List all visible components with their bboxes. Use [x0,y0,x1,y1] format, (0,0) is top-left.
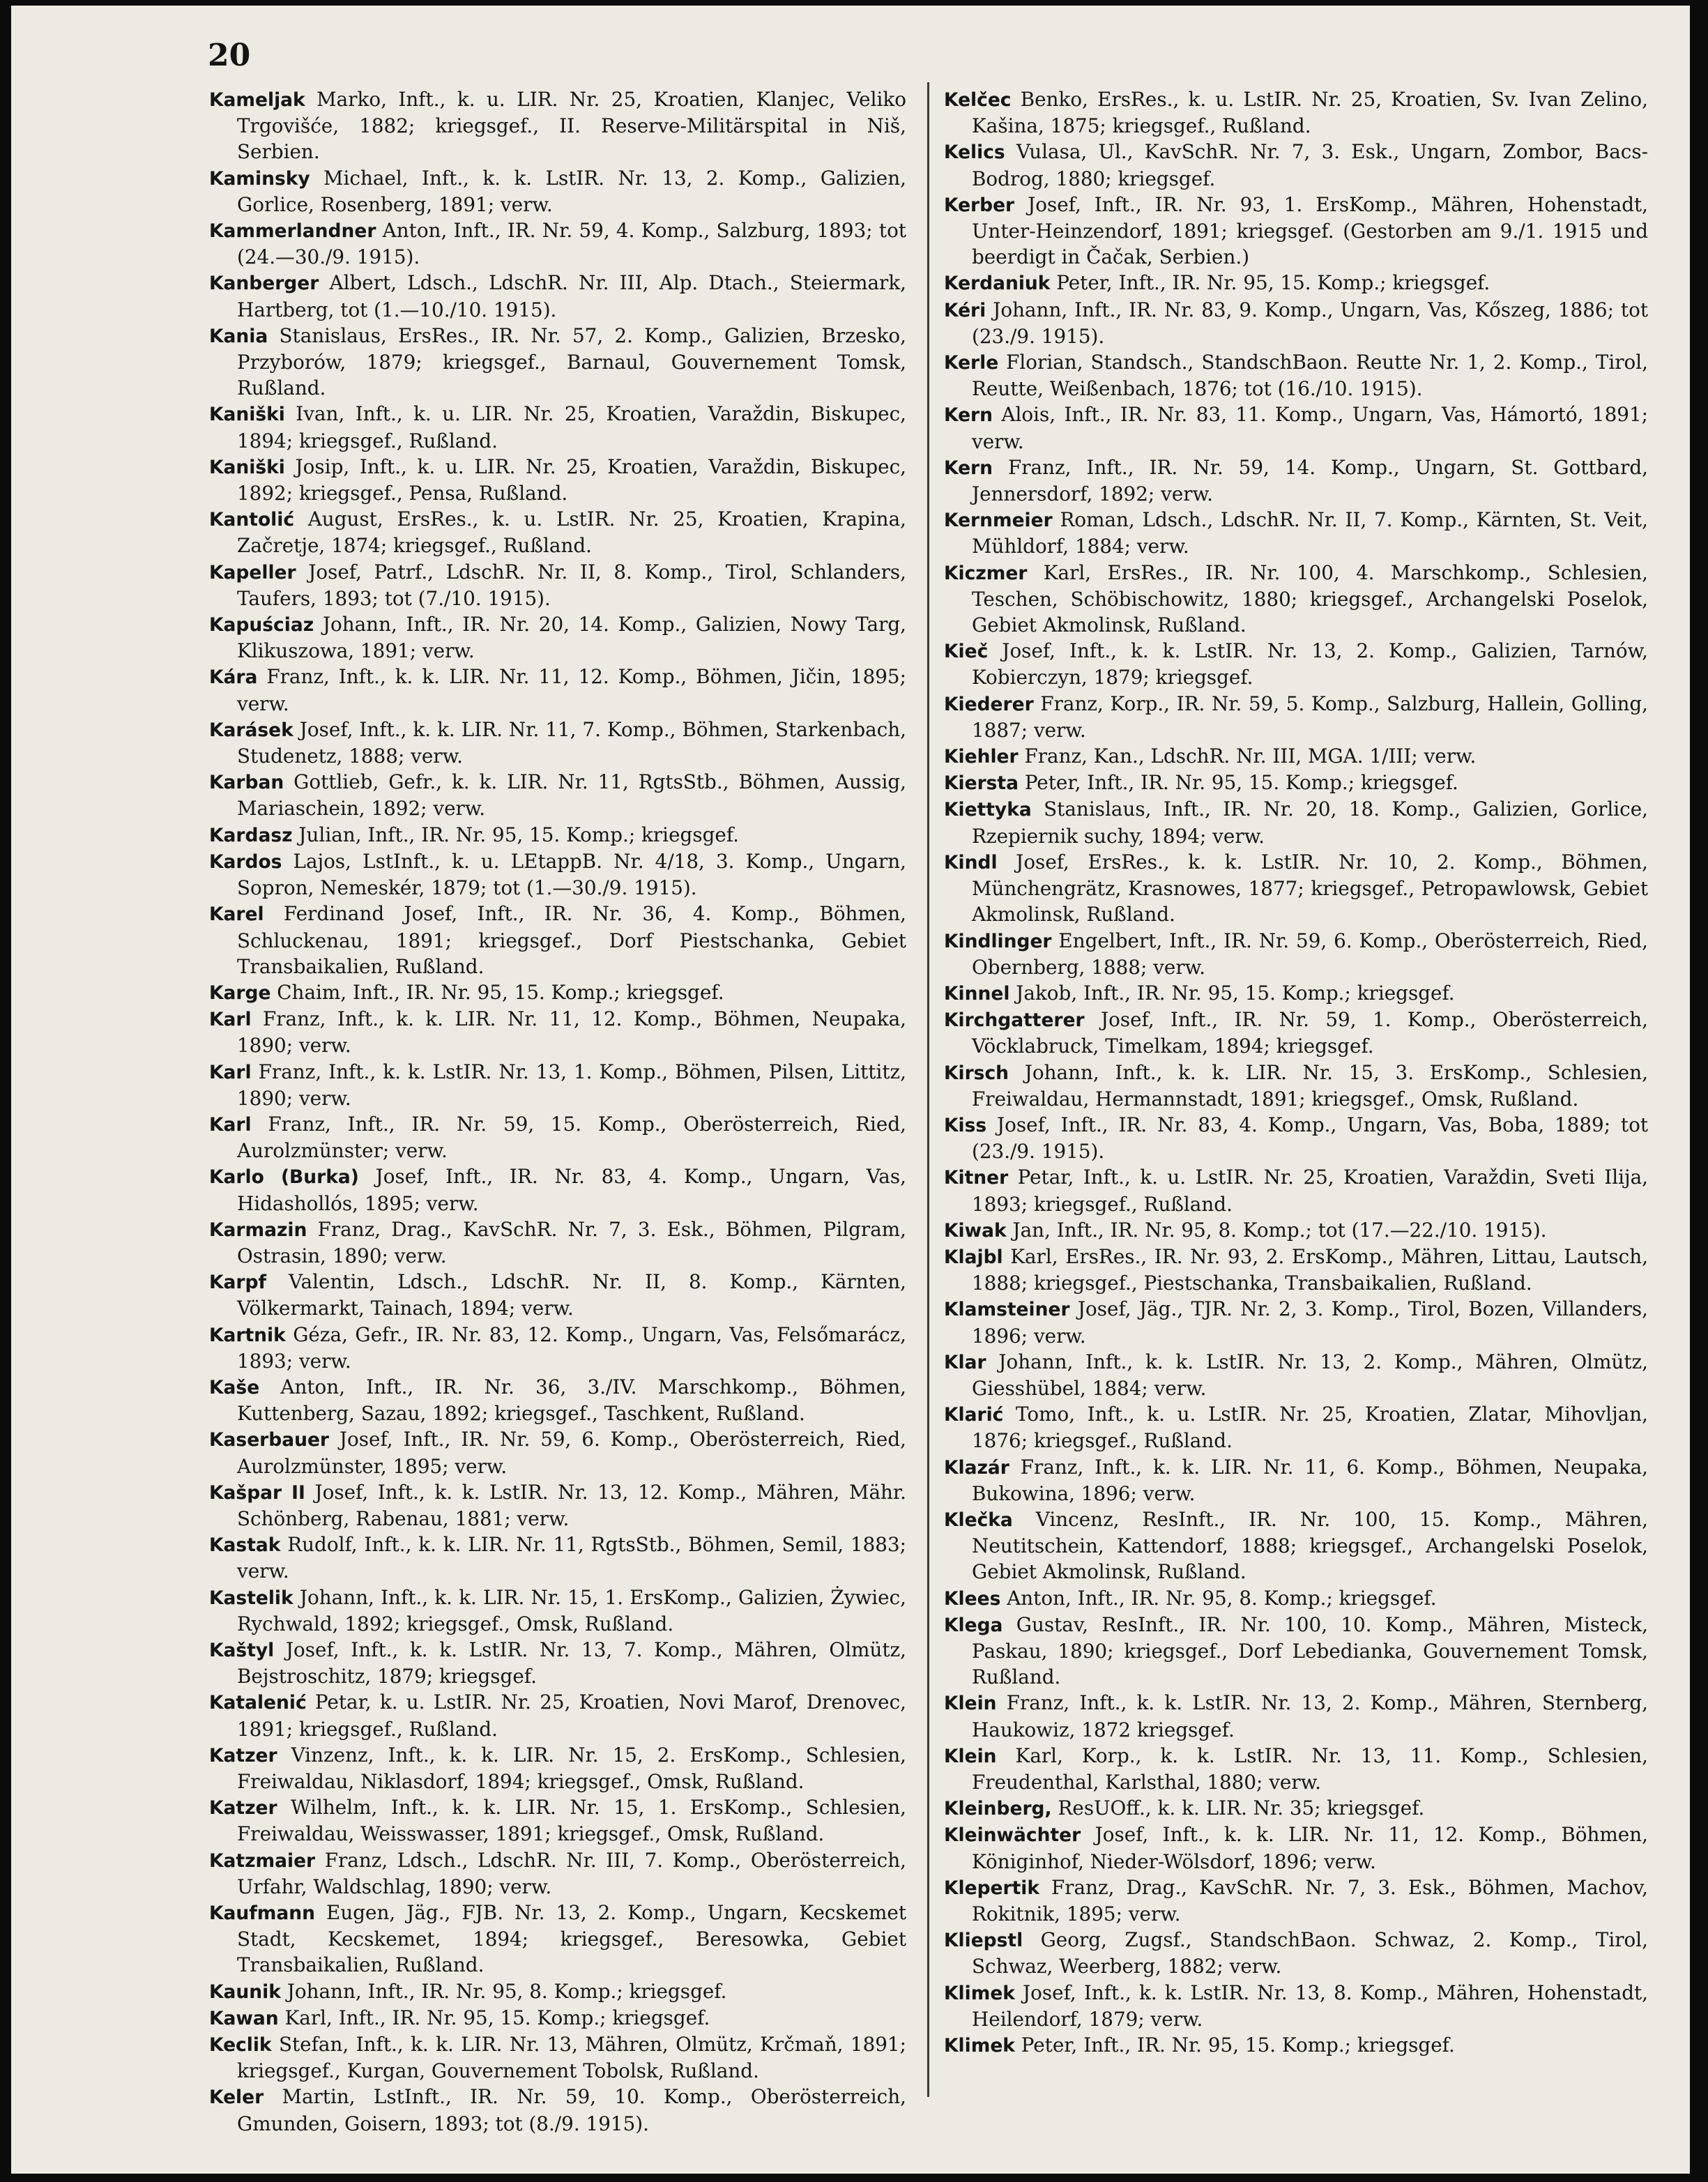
register-entry [209,2005,906,2031]
entry-surname: Klimek [944,2035,1015,2057]
entry-surname: Kiss [944,1114,987,1136]
entry-details: Josef, Inft., IR. Nr. 59, 1. Komp., Oberösterreich, Vöcklabruck, Timelkam, 1894; kriegsgef. [972,1008,1648,1058]
entry-details: Jan, Inft., IR. Nr. 95, 8. Komp.; tot (17.—22./10. 1915). [1012,1218,1547,1242]
entry-surname: Karban [209,772,284,794]
register-entry [209,1059,906,1111]
register-entry [209,611,906,664]
entry-surname: Kitner [944,1167,1009,1189]
entry-details: Stanislaus, Inft., IR. Nr. 20, 18. Komp., Galizien, Gorlice, Rzepiernik suchy, 1894; verw. [972,798,1649,848]
register-entry [944,402,1648,454]
entry-surname: Klimek [944,1982,1015,2004]
entry-details: Franz, Inft., k. k. LIR. Nr. 11, 12. Komp., Böhmen, Neupaka, 1890; verw. [237,1007,906,1058]
right-column [944,86,1648,2059]
entry-surname: Kern [944,457,993,479]
register-entry [944,270,1648,296]
entry-surname: Kiczmer [944,562,1028,584]
register-entry [209,717,906,769]
register-entry [209,1637,906,1689]
register-entry [944,1401,1648,1454]
entry-details: Alois, Inft., IR. Nr. 83, 11. Komp., Ungarn, Vas, Hámortó, 1891; verw. [972,403,1648,453]
register-entry [209,1847,906,1900]
entry-surname: Kawan [209,2007,279,2029]
entry-details: Vulasa, Ul., KavSchR. Nr. 7, 3. Esk., Ungarn, Zombor, Bacs-Bodrog, 1880; kriegsgef. [972,140,1648,190]
register-entry [209,822,906,848]
entry-details: Franz, Drag., KavSchR. Nr. 7, 3. Esk., Böhmen, Machov, Rokitnik, 1895; verw. [972,1875,1648,1926]
register-entry [944,297,1648,349]
entry-surname: Kerle [944,352,999,374]
register-entry [944,928,1648,980]
entry-details: Georg, Zugsf., StandschBaon. Schwaz, 2. Komp., Tirol, Schwaz, Weerberg, 1882; verw. [972,1928,1648,1978]
register-entry [209,2084,906,2136]
entry-details: Peter, Inft., IR. Nr. 95, 15. Komp.; kriegsgef. [1024,771,1458,795]
entry-details: Josip, Inft., k. u. LIR. Nr. 25, Kroatien, Varaždin, Biskupec, 1892; kriegsgef., Pensa, Rußland. [237,455,906,505]
entry-surname: Kirchgatterer [944,1009,1085,1032]
entry-details: Franz, Korp., IR. Nr. 59, 5. Komp., Salzburg, Hallein, Golling, 1887; verw. [972,692,1648,742]
entry-surname: Kašpar II [209,1481,305,1504]
entry-surname: Kastelik [209,1587,293,1609]
register-entry [944,1349,1648,1401]
register-entry [944,743,1648,770]
entry-details: Karl, Inft., IR. Nr. 95, 15. Komp.; kriegsgef. [284,2006,710,2029]
register-entry [209,1689,906,1741]
entry-surname: Klamsteiner [944,1299,1070,1321]
entry-surname: Kiehler [944,746,1019,768]
entry-details: Engelbert, Inft., IR. Nr. 59, 6. Komp., Oberösterreich, Ried, Obernberg, 1888; verw. [972,929,1648,979]
entry-details: Josef, Inft., IR. Nr. 93, 1. ErsKomp., Mähren, Hohenstadt, Unter-Heinzendorf, 1891; kriegsgef. (Gestorben am 9./1. 1915 und beerdigt in Čačak, Serbien.) [972,192,1648,269]
register-entry [944,980,1648,1007]
entry-surname: Karlo (Burka) [209,1166,359,1189]
entry-surname: Kindl [944,851,998,873]
register-entry [209,454,906,506]
entry-details: ResUOff., k. k. LIR. Nr. 35; kriegsgef. [1058,1796,1425,1820]
entry-details: Roman, Ldsch., LdschR. Nr. II, 7. Komp., Kärnten, St. Veit, Mühldorf, 1884; verw. [972,508,1648,558]
entry-details: Vincenz, ResInft., IR. Nr. 100, 15. Komp., Mähren, Neutitschein, Kattendorf, 1888; kriegsgef., Archangelski Poselok, Gebiet Akmolinsk, Rußland. [972,1507,1649,1584]
entry-surname: Kaše [209,1376,260,1398]
entry-surname: Kania [209,325,268,347]
entry-surname: Klein [944,1693,997,1715]
entry-surname: Kára [209,666,258,689]
register-entry [209,2031,906,2084]
entry-surname: Kleinberg, [944,1798,1052,1820]
register-entry [944,770,1648,796]
page-number: 20 [208,38,251,73]
entry-surname: Keler [209,2086,264,2109]
entry-details: Petar, Inft., k. u. LstIR. Nr. 25, Kroatien, Varaždin, Sveti Ilija, 1893; kriegsgef., Rußland. [972,1166,1648,1216]
entry-details: Josef, Inft., IR. Nr. 83, 4. Komp., Ungarn, Vas, Boba, 1889; tot (23./9. 1915). [972,1113,1648,1164]
register-entry [944,691,1648,743]
entry-details: Josef, Jäg., TJR. Nr. 2, 3. Komp., Tirol, Bozen, Villanders, 1896; verw. [972,1297,1648,1348]
entry-surname: Kelics [944,142,1005,164]
entry-surname: Karl [209,1113,252,1136]
register-entry [209,1426,906,1479]
entry-details: Martin, LstInft., IR. Nr. 59, 10. Komp., Oberösterreich, Gmunden, Goisern, 1893; tot (8./9. 1915). [237,2085,906,2135]
register-entry [944,1612,1648,1691]
entry-surname: Klarić [944,1404,1004,1426]
entry-surname: Karge [209,982,271,1004]
entry-surname: Kaštyl [209,1639,275,1661]
entry-surname: Kardasz [209,824,293,846]
entry-details: Stanislaus, ErsRes., IR. Nr. 57, 2. Komp., Galizien, Brzesko, Przyborów, 1879; kriegsgef., Barnaul, Gouvernement Tomsk, Rußland. [237,323,906,400]
entry-details: Franz, Inft., k. k. LIR. Nr. 11, 12. Komp., Böhmen, Jičin, 1895; verw. [237,665,906,715]
entry-surname: Klepertik [944,1877,1039,1899]
register-entry [944,2032,1648,2059]
entry-details: Gustav, ResInft., IR. Nr. 100, 10. Komp., Mähren, Misteck, Paskau, 1890; kriegsgef., Dorf Lebedianka, Gouvernement Tomsk, Rußland. [972,1612,1648,1689]
register-entry [209,1794,906,1847]
register-entry [944,849,1648,928]
register-entry [209,979,906,1006]
document-page [11,6,1690,2174]
entry-details: Josef, Inft., k. k. LstIR. Nr. 13, 8. Komp., Mähren, Hohenstadt, Heilendorf, 1879; verw. [972,1981,1648,2031]
entry-details: Franz, Inft., k. k. LstIR. Nr. 13, 2. Komp., Mähren, Sternberg, Haukowiz, 1872 kriegsgef. [972,1691,1648,1741]
entry-details: Anton, Inft., IR. Nr. 59, 4. Komp., Salzburg, 1893; tot (24.—30./9. 1915). [237,219,906,269]
entry-surname: Karásek [209,719,293,741]
entry-details: Rudolf, Inft., k. k. LIR. Nr. 11, RgtsStb., Böhmen, Semil, 1883; verw. [237,1533,906,1583]
entry-details: Marko, Inft., k. u. LIR. Nr. 25, Kroatien, Klanjec, Veliko Trgovišće, 1882; kriegsgef., II. Reserve-Militärspital in Niš, Serbien. [237,88,906,164]
register-entry [944,86,1648,139]
entry-surname: Kameljak [209,89,305,111]
register-entry [209,1900,906,1978]
entry-surname: Kliepstl [944,1930,1023,1952]
register-entry [944,139,1648,191]
entry-details: August, ErsRes., k. u. LstIR. Nr. 25, Kroatien, Krapina, Začretje, 1874; kriegsgef., Rußland. [237,508,906,558]
entry-details: Peter, Inft., IR. Nr. 95, 15. Komp.; kriegsgef. [1056,271,1490,295]
entry-surname: Kaniški [209,456,285,478]
entry-details: Stefan, Inft., k. k. LIR. Nr. 13, Mähren, Olmütz, Krčmaň, 1891; kriegsgef., Kurgan, Gouvernement Tobolsk, Rußland. [237,2033,906,2083]
register-entry [944,1743,1648,1795]
entry-details: Jakob, Inft., IR. Nr. 95, 15. Komp.; kriegsgef. [1016,981,1455,1005]
register-entry [944,560,1648,639]
entry-surname: Kiwak [944,1219,1007,1242]
entry-details: Karl, ErsRes., IR. Nr. 93, 2. ErsKomp., Mähren, Littau, Lautsch, 1888; kriegsgef., Piestschanka, Transbaikalien, Rußland. [972,1244,1648,1295]
register-entry [944,1506,1648,1585]
register-entry [209,323,906,402]
register-entry [209,218,906,270]
register-entry [209,401,906,453]
entry-details: Johann, Inft., IR. Nr. 83, 9. Komp., Ungarn, Vas, Kőszeg, 1886; tot (23./9. 1915). [972,298,1648,348]
register-entry [209,769,906,821]
entry-details: Josef, Inft., IR. Nr. 83, 4. Komp., Ungarn, Vas, Hidashollós, 1895; verw. [237,1165,906,1215]
register-entry [209,270,906,322]
entry-details: Franz, Inft., k. k. LstIR. Nr. 13, 1. Komp., Böhmen, Pilsen, Littitz, 1890; verw. [237,1060,906,1110]
entry-details: Lajos, LstInft., k. u. LEtappB. Nr. 4/18, 3. Komp., Ungarn, Sopron, Nemeskér, 1879; tot (1.—30./9. 1915). [237,849,906,900]
entry-details: Josef, Inft., k. k. LIR. Nr. 11, 7. Komp., Böhmen, Starkenbach, Studenetz, 1888; verw. [237,717,906,768]
entry-details: Eugen, Jäg., FJB. Nr. 13, 2. Komp., Ungarn, Kecskemet Stadt, Kecskemet, 1894; kriegsgef., Beresowka, Gebiet Transbaikalien, Rußland. [237,1901,906,1977]
entry-surname: Kapeller [209,561,296,583]
entry-surname: Kernmeier [944,510,1053,532]
entry-surname: Kantolić [209,509,295,531]
register-entry [209,901,906,979]
entry-surname: Katzer [209,1744,277,1767]
entry-surname: Kieč [944,641,989,663]
register-entry [209,559,906,611]
entry-surname: Kastak [209,1534,281,1557]
entry-details: Josef, ErsRes., k. k. LstIR. Nr. 10, 2. Komp., Böhmen, Münchengrätz, Krasnowes, 1877; kriegsgef., Petropawlowsk, Gebiet Akmolinsk, Rußland. [972,850,1648,926]
entry-surname: Kinnel [944,982,1010,1005]
left-column [209,86,906,2137]
entry-surname: Katzmaier [209,1849,316,1872]
register-entry [944,349,1648,402]
entry-details: Tomo, Inft., k. u. LstIR. Nr. 25, Kroatien, Zlatar, Mihovljan, 1876; kriegsgef., Rußland. [972,1403,1648,1453]
entry-details: Anton, Inft., IR. Nr. 36, 3./IV. Marschkomp., Böhmen, Kuttenberg, Sazau, 1892; kriegsgef., Taschkent, Rußland. [237,1375,906,1426]
entry-details: Chaim, Inft., IR. Nr. 95, 15. Komp.; kriegsgef. [277,980,724,1004]
entry-details: Vinzenz, Inft., k. k. LIR. Nr. 15, 2. ErsKomp., Schlesien, Freiwaldau, Niklasdorf, 1894; kriegsgef., Omsk, Rußland. [237,1743,906,1793]
entry-details: Johann, Inft., k. k. LIR. Nr. 15, 3. ErsKomp., Schlesien, Freiwaldau, Hermannstadt, 1891; kriegsgef., Omsk, Rußland. [972,1060,1648,1111]
entry-details: Franz, Kan., LdschR. Nr. III, MGA. 1/III; verw. [1024,745,1477,768]
register-entry [944,192,1648,270]
register-entry [209,664,906,716]
entry-surname: Karl [209,1061,252,1083]
register-entry [944,1690,1648,1742]
register-entry [944,1112,1648,1164]
register-entry [944,796,1648,848]
entry-details: Julian, Inft., IR. Nr. 95, 15. Komp.; kriegsgef. [298,823,739,846]
register-entry [209,1111,906,1164]
entry-details: Johann, Inft., k. k. LstIR. Nr. 13, 2. Komp., Mähren, Olmütz, Giesshübel, 1884; verw. [972,1350,1648,1400]
entry-details: Michael, Inft., k. k. LstIR. Nr. 13, 2. Komp., Galizien, Gorlice, Rosenberg, 1891; verw. [237,166,906,216]
register-entry [209,1532,906,1584]
register-entry [209,1006,906,1058]
entry-details: Albert, Ldsch., LdschR. Nr. III, Alp. Dtach., Steiermark, Hartberg, tot (1.—10./10. 1915). [237,271,907,321]
entry-details: Florian, Standsch., StandschBaon. Reutte Nr. 1, 2. Komp., Tirol, Reutte, Weißenbach, 1876; tot (16./10. 1915). [972,351,1648,401]
register-entry [209,165,906,218]
entry-details: Johann, Inft., k. k. LIR. Nr. 15, 1. ErsKomp., Galizien, Żywiec, Rychwald, 1892; kriegsgef., Omsk, Rußland. [237,1585,906,1635]
register-entry [944,1585,1648,1612]
register-entry [944,1296,1648,1348]
entry-surname: Kapuściaz [209,614,314,636]
entry-details: Géza, Gefr., IR. Nr. 83, 12. Komp., Ungarn, Vas, Felsőmarácz, 1893; verw. [237,1322,906,1373]
register-entry [944,638,1648,690]
entry-details: Josef, Inft., k. k. LstIR. Nr. 13, 2. Komp., Galizien, Tarnów, Kobierczyn, 1879; kriegsgef. [972,639,1648,689]
entry-details: Josef, Inft., k. k. LstIR. Nr. 13, 12. Komp., Mähren, Mähr. Schönberg, Rabenau, 1881; verw. [237,1480,906,1530]
entry-details: Josef, Inft., k. k. LstIR. Nr. 13, 7. Komp., Mähren, Olmütz, Bejstroschitz, 1879; kriegsgef. [237,1638,906,1688]
entry-surname: Kammerlandner [209,220,376,243]
entry-details: Franz, Ldsch., LdschR. Nr. III, 7. Komp., Oberösterreich, Urfahr, Waldschlag, 1890; verw. [237,1848,906,1898]
register-entry [944,1454,1648,1506]
entry-surname: Kaunik [209,1981,281,2003]
entry-surname: Klega [944,1614,1003,1636]
register-entry [209,1978,906,2005]
entry-details: Anton, Inft., IR. Nr. 95, 8. Komp.; kriegsgef. [1007,1586,1437,1610]
register-entry [944,455,1648,507]
entry-surname: Kiersta [944,772,1019,795]
entry-surname: Karmazin [209,1219,307,1241]
column-divider [927,82,929,2097]
entry-surname: Kiederer [944,693,1034,715]
entry-surname: Kanberger [209,273,319,295]
register-entry [209,1585,906,1637]
entry-surname: Kern [944,404,993,427]
entry-surname: Kindlinger [944,930,1052,952]
entry-surname: Kirsch [944,1062,1009,1084]
entry-details: Karl, ErsRes., IR. Nr. 100, 4. Marschkomp., Schlesien, Teschen, Schöbischowitz, 1880; kriegsgef., Archangelski Poselok, Gebiet Akmolinsk, Rußland. [972,560,1648,637]
register-entry [209,1479,906,1532]
entry-surname: Kardos [209,850,282,873]
entry-surname: Klees [944,1587,1001,1610]
entry-details: Franz, Inft., IR. Nr. 59, 14. Komp., Ungarn, St. Gottbard, Jennersdorf, 1892; verw. [972,455,1648,506]
register-entry [209,1269,906,1321]
entry-details: Franz, Inft., k. k. LIR. Nr. 11, 6. Komp., Böhmen, Neupaka, Bukowina, 1896; verw. [972,1455,1648,1505]
register-entry [944,1980,1648,2032]
entry-details: Josef, Patrf., LdschR. Nr. II, 8. Komp., Tirol, Schlanders, Taufers, 1893; tot (7./10. 1915). [237,560,906,610]
entry-details: Josef, Inft., IR. Nr. 59, 6. Komp., Oberösterreich, Ried, Aurolzmünster, 1895; verw. [237,1428,906,1478]
entry-surname: Kaniški [209,404,285,426]
register-entry [944,1164,1648,1216]
entry-surname: Karel [209,903,264,926]
register-entry [209,506,906,558]
entry-details: Josef, Inft., k. k. LIR. Nr. 11, 12. Komp., Böhmen, Königinhof, Nieder-Wölsdorf, 1896; verw. [972,1823,1648,1873]
entry-surname: Kaserbauer [209,1429,329,1451]
entry-surname: Katzer [209,1797,277,1819]
entry-details: Karl, Korp., k. k. LstIR. Nr. 13, 11. Komp., Schlesien, Freudenthal, Karlsthal, 1880; verw. [972,1744,1648,1794]
entry-details: Franz, Inft., IR. Nr. 59, 15. Komp., Oberösterreich, Ried, Aurolzmünster; verw. [237,1112,906,1163]
entry-surname: Klein [944,1745,997,1767]
entry-details: Gottlieb, Gefr., k. k. LIR. Nr. 11, RgtsStb., Böhmen, Aussig, Mariaschein, 1892; verw. [237,770,906,821]
register-entry [944,1217,1648,1244]
entry-surname: Kerber [944,194,1015,216]
register-entry [944,1927,1648,1979]
entry-details: Valentin, Ldsch., LdschR. Nr. II, 8. Komp., Kärnten, Völkermarkt, Tainach, 1894; verw. [237,1270,906,1320]
entry-details: Benko, ErsRes., k. u. LstIR. Nr. 25, Kroatien, Sv. Ivan Zelino, Kašina, 1875; kriegsgef., Rußland. [972,88,1648,138]
register-entry [944,1822,1648,1874]
register-entry [209,86,906,165]
entry-surname: Klečka [944,1509,1013,1531]
entry-surname: Katalenić [209,1692,307,1714]
entry-surname: Karl [209,1009,252,1031]
entry-details: Johann, Inft., IR. Nr. 95, 8. Komp.; kriegsgef. [287,1979,727,2003]
register-entry [209,1216,906,1269]
entry-details: Peter, Inft., IR. Nr. 95, 15. Komp.; kriegsgef. [1021,2034,1455,2057]
entry-details: Ferdinand Josef, Inft., IR. Nr. 36, 4. Komp., Böhmen, Schluckenau, 1891; kriegsgef., Dorf Piestschanka, Gebiet Transbaikalien, Rußland. [237,902,906,978]
entry-surname: Karpf [209,1272,266,1294]
register-entry [944,507,1648,559]
entry-surname: Kaminsky [209,167,310,190]
register-entry [209,1164,906,1216]
entry-surname: Kelčec [944,89,1012,111]
register-entry [944,1875,1648,1927]
register-entry [209,1742,906,1794]
register-entry [209,1374,906,1426]
entry-details: Petar, k. u. LstIR. Nr. 25, Kroatien, Novi Marof, Drenovec, 1891; kriegsgef., Rußland. [237,1691,906,1741]
entry-surname: Kiettyka [944,799,1032,821]
entry-surname: Kartnik [209,1324,286,1346]
entry-surname: Kaufmann [209,1902,316,1925]
register-entry [944,1244,1648,1296]
entry-details: Wilhelm, Inft., k. k. LIR. Nr. 15, 1. ErsKomp., Schlesien, Freiwaldau, Weisswasser, 1891; kriegsgef., Omsk, Rußland. [237,1796,906,1846]
entry-surname: Klajbl [944,1246,1003,1268]
entry-details: Ivan, Inft., k. u. LIR. Nr. 25, Kroatien, Varaždin, Biskupec, 1894; kriegsgef., Rußland. [237,402,906,452]
entry-surname: Klar [944,1351,986,1373]
register-entry [944,1007,1648,1059]
entry-surname: Keclik [209,2034,272,2057]
entry-details: Johann, Inft., IR. Nr. 20, 14. Komp., Galizien, Nowy Targ, Klikuszowa, 1891; verw. [237,613,906,663]
entry-details: Franz, Drag., KavSchR. Nr. 7, 3. Esk., Böhmen, Pilgram, Ostrasin, 1890; verw. [237,1217,906,1267]
register-entry [209,848,906,901]
register-entry [944,1060,1648,1112]
entry-surname: Kerdaniuk [944,273,1051,295]
entry-surname: Klazár [944,1456,1009,1479]
entry-surname: Kleinwächter [944,1824,1081,1847]
register-entry [944,1795,1648,1822]
register-entry [209,1322,906,1374]
entry-surname: Kéri [944,299,986,321]
